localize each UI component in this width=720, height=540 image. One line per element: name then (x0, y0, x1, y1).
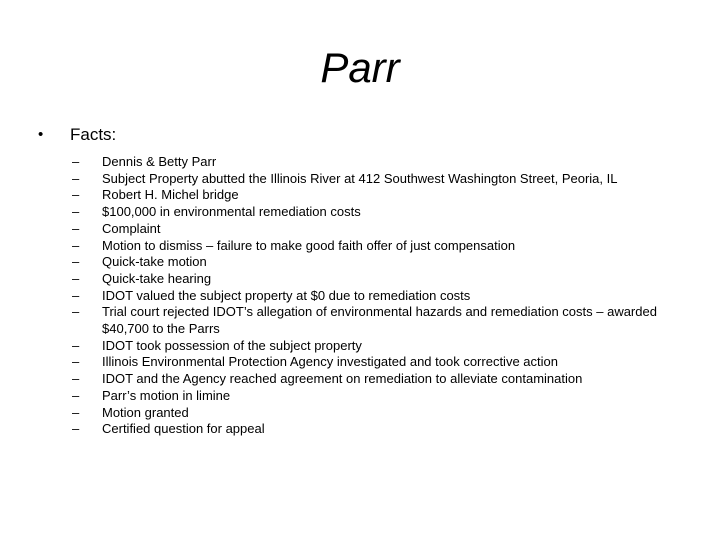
dash-icon: – (72, 404, 80, 420)
dash-icon: – (72, 187, 80, 203)
fact-text: Motion granted (102, 404, 189, 420)
fact-text: Subject Property abutted the Illinois River at 412 Southwest Washington Street, Peoria, IL (102, 170, 618, 186)
fact-item (72, 371, 698, 388)
fact-item (72, 304, 698, 337)
fact-item (72, 254, 698, 271)
fact-text: Trial court rejected IDOT’s allegation of environmental hazards and remediation costs – awarded $40,700 to the Parrs (102, 304, 657, 337)
dash-icon: – (72, 204, 80, 220)
fact-text: IDOT and the Agency reached agreement on remediation to alleviate contamination (102, 371, 583, 387)
dash-icon: – (72, 421, 80, 437)
fact-text: Certified question for appeal (102, 421, 265, 437)
fact-text: IDOT took possession of the subject property (102, 337, 362, 353)
fact-text: Complaint (102, 220, 161, 236)
fact-item (72, 271, 698, 288)
dash-icon: – (72, 337, 80, 353)
fact-text: Motion to dismiss – failure to make good faith offer of just compensation (102, 237, 516, 253)
fact-item (72, 187, 698, 204)
fact-item (72, 288, 698, 305)
fact-item (72, 154, 698, 171)
fact-text: Quick-take hearing (102, 270, 212, 286)
dash-icon: – (72, 254, 80, 270)
dash-icon: – (72, 387, 80, 403)
fact-text: $100,000 in environmental remediation costs (102, 204, 361, 220)
fact-text: Robert H. Michel bridge (102, 187, 239, 203)
dash-icon: – (72, 304, 80, 320)
fact-item (72, 388, 698, 405)
fact-item (72, 338, 698, 355)
fact-item (72, 405, 698, 422)
fact-item (72, 221, 698, 238)
fact-item (72, 354, 698, 371)
dash-icon: – (72, 154, 80, 169)
fact-item (72, 204, 698, 221)
bullet-icon: • (38, 126, 44, 143)
fact-text: Quick-take motion (102, 254, 207, 270)
fact-item (72, 171, 698, 188)
fact-text: IDOT valued the subject property at $0 due to remediation costs (102, 287, 471, 303)
dash-icon: – (72, 287, 80, 303)
facts-heading-row (38, 124, 698, 145)
facts-heading: Facts: (70, 125, 117, 144)
dash-icon: – (72, 354, 80, 370)
fact-item (72, 421, 698, 438)
dash-icon: – (72, 170, 80, 186)
fact-text: Illinois Environmental Protection Agency investigated and took corrective action (102, 354, 558, 370)
facts-section (38, 124, 698, 438)
slide-title: Parr (320, 44, 400, 91)
fact-text: Dennis & Betty Parr (102, 154, 217, 169)
fact-text: Parr’s motion in limine (102, 387, 231, 403)
dash-icon: – (72, 237, 80, 253)
dash-icon: – (72, 371, 80, 387)
facts-list (72, 154, 698, 438)
fact-item (72, 238, 698, 255)
dash-icon: – (72, 220, 80, 236)
dash-icon: – (72, 270, 80, 286)
